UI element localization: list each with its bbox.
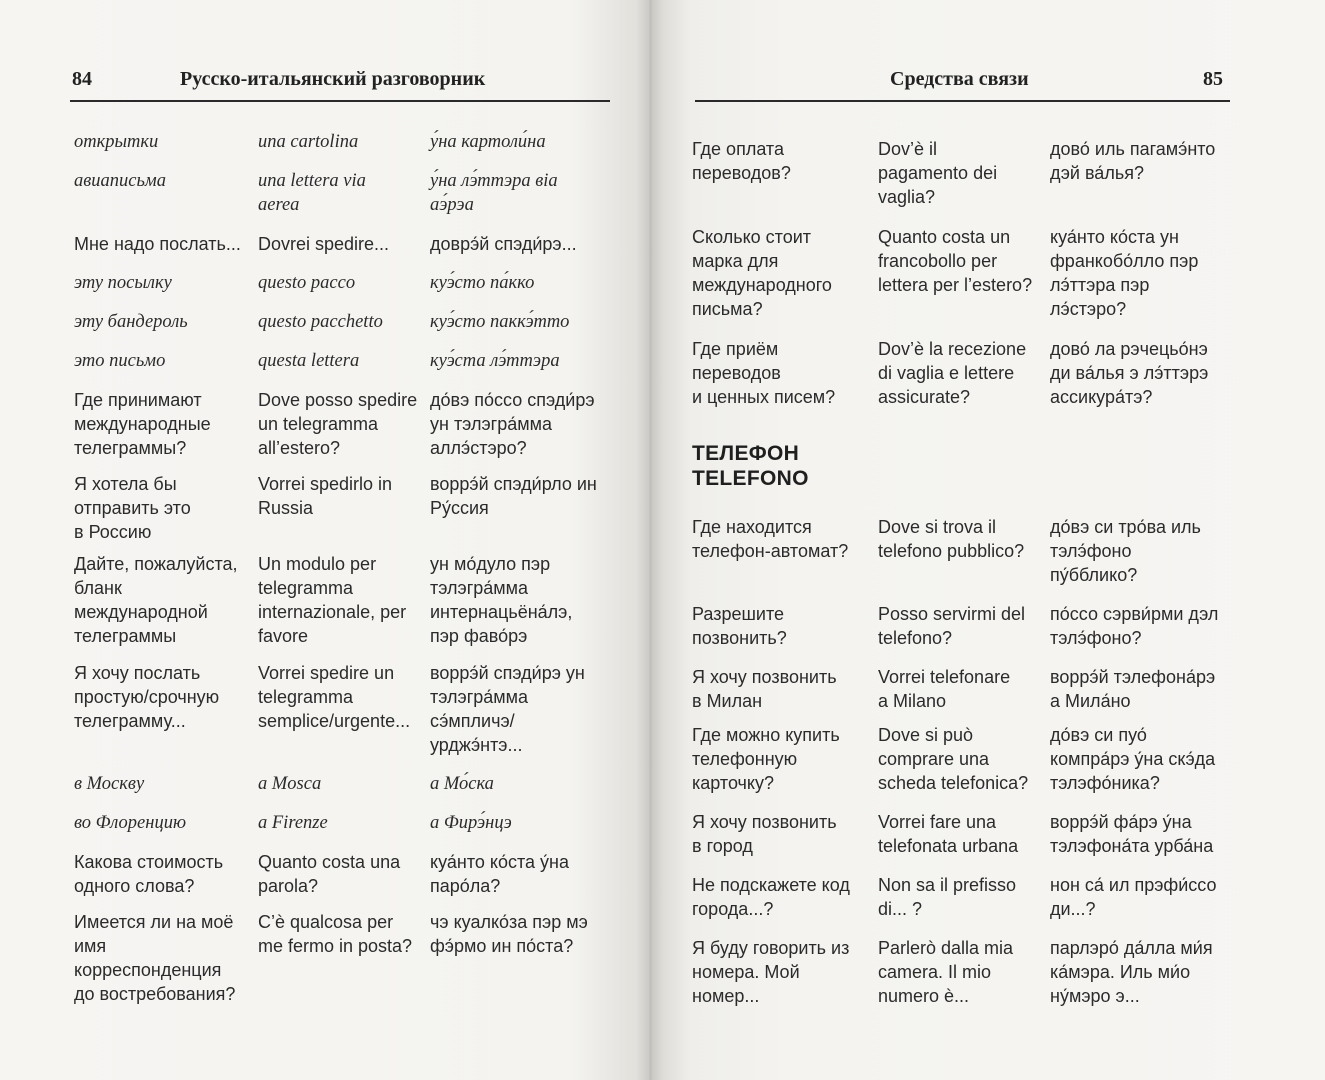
russian-phrase: Мне надо послать...: [74, 234, 241, 254]
phrase-row: [74, 310, 619, 334]
russian-phrase: Какова стоимость одного слова?: [74, 852, 224, 896]
phrase-row: [74, 472, 619, 544]
phrase-row: [692, 602, 1242, 650]
transcription: а Мо́ска: [430, 774, 494, 794]
phrase-row: [74, 772, 619, 796]
italian-phrase: Dove si trova il telefono pubblico?: [878, 517, 1025, 561]
transcription: дово́ иль пагамэ́нто дэй ва́лья?: [1050, 139, 1216, 183]
transcription: а Фирэ́нцэ: [430, 813, 512, 833]
transcription: воррэ́й тэлефона́рэ а Мила́но: [1050, 667, 1216, 711]
italian-phrase: Quanto costa un francobollo per lettera per l’estero?: [878, 227, 1033, 295]
italian-phrase: una cartolina: [258, 132, 359, 152]
transcription: у́на лэ́ттэра віа aэ́рэа: [430, 171, 558, 215]
russian-phrase: во Флоренцию: [74, 813, 186, 833]
transcription: куэ́сто па́кко: [430, 273, 535, 293]
russian-phrase: Я хочу позвонить в Милан: [692, 667, 837, 711]
russian-phrase: эту посылку: [74, 273, 172, 293]
phrase-row: [692, 225, 1242, 321]
italian-phrase: questa lettera: [258, 351, 360, 371]
phrase-row: [74, 232, 619, 256]
russian-phrase: Я буду говорить из номера. Мой номер...: [692, 938, 850, 1006]
phrase-row: [692, 665, 1242, 713]
phrase-row: [74, 661, 619, 757]
section-title-telephone: [692, 441, 809, 491]
phrase-row: [692, 723, 1242, 795]
russian-phrase: Не подскажете код города...?: [692, 875, 850, 919]
italian-phrase: Vorrei fare una telefonata urbana: [878, 812, 1019, 856]
right-phrase-table-bottom: [692, 515, 1242, 1008]
transcription: ун мо́дуло пэр тэлэгра́мма интернацьёна́лэ, пэр фаво́рэ: [430, 554, 573, 646]
transcription: куа́нто ко́ста ун франкобо́лло пэр лэ́ттэра пэр лэ́стэро?: [1050, 227, 1199, 319]
italian-phrase: a Firenze: [258, 813, 328, 833]
italian-phrase: questo pacchetto: [258, 312, 383, 332]
italian-phrase: Quanto costa una parola?: [258, 852, 401, 896]
italian-phrase: Dove si può comprare una scheda telefonica?: [878, 725, 1029, 793]
russian-phrase: Где принимают международные телеграммы?: [74, 390, 211, 458]
transcription: куэ́ста лэ́ттэра: [430, 351, 560, 371]
russian-phrase: Где можно купить телефонную карточку?: [692, 725, 840, 793]
transcription: куа́нто ко́ста у́на паро́ла?: [430, 852, 569, 896]
italian-phrase: Dov’è la recezione di vaglia e lettere assicurate?: [878, 339, 1027, 407]
phrase-row: [74, 349, 619, 373]
russian-phrase: Я хочу послать простую/срочную телеграмму...: [74, 663, 220, 731]
russian-phrase: Дайте, пожалуйста, бланк международной телеграммы: [74, 554, 238, 646]
transcription: воррэ́й фа́рэ у́на тэлэфона́та урба́на: [1050, 812, 1214, 856]
russian-phrase: Я хотела бы отправить это в Россию: [74, 474, 191, 542]
transcription: воррэ́й спэди́рэ ун тэлэгра́мма сэ́мпличэ/ урджэ́нтэ...: [430, 663, 585, 755]
phrase-row: [74, 552, 619, 648]
russian-phrase: эту бандероль: [74, 312, 188, 332]
transcription: доврэ́й спэди́рэ...: [430, 234, 577, 254]
russian-phrase: Имеется ли на моё имя корреспонденция до востребования?: [74, 912, 236, 1004]
italian-phrase: Non sa il prefisso di... ?: [878, 875, 1017, 919]
phrase-row: [74, 811, 619, 835]
russian-phrase: это письмо: [74, 351, 166, 371]
phrase-row: [692, 936, 1242, 1008]
section-title-russian: ТЕЛЕФОН: [692, 442, 800, 465]
phrase-row: [692, 810, 1242, 858]
section-title-italian: TELEFONO: [692, 467, 809, 490]
transcription: воррэ́й спэди́рло ин Ру́ссия: [430, 474, 597, 518]
italian-phrase: Dov’è il pagamento dei vaglia?: [878, 139, 998, 207]
transcription: нон са́ ил прэфи́ссо ди...?: [1050, 875, 1217, 919]
right-page-number: 85: [1203, 68, 1223, 90]
italian-phrase: Posso servirmi del telefono?: [878, 604, 1026, 648]
transcription: до́вэ по́ссо спэди́рэ ун тэлэгра́мма аллэ́стэро?: [430, 390, 595, 458]
left-running-title: Русско-итальянский разговорник: [180, 68, 486, 90]
phrase-row: [74, 130, 619, 154]
right-page-header: [695, 60, 1230, 102]
transcription: до́вэ си тро́ва иль тэлэ́фоно пу́бблико?: [1050, 517, 1201, 585]
russian-phrase: открытки: [74, 132, 159, 152]
phrase-row: [692, 515, 1242, 587]
transcription: дово́ ла рэчецьо́нэ ди ва́лья э лэ́ттэрэ ассикура́тэ?: [1050, 339, 1209, 407]
russian-phrase: Я хочу позвонить в город: [692, 812, 837, 856]
italian-phrase: Dovrei spedire...: [258, 234, 390, 254]
phrase-row: [74, 271, 619, 295]
transcription: у́на картоли́на: [430, 132, 546, 152]
italian-phrase: Dove posso spedire un telegramma all’estero?: [258, 390, 418, 458]
italian-phrase: Un modulo per telegramma internazionale, per favore: [258, 554, 407, 646]
transcription: до́вэ си пуо́ компра́рэ у́на скэ́да тэлэфо́ника?: [1050, 725, 1216, 793]
book-gutter: [636, 0, 664, 1080]
phrase-row: [692, 873, 1242, 921]
phrase-row: [692, 337, 1242, 409]
italian-phrase: a Mosca: [258, 774, 322, 794]
phrase-row: [74, 910, 619, 1006]
left-phrase-table: [74, 130, 619, 1006]
transcription: по́ссо сэрви́рми дэл тэлэ́фоно?: [1050, 604, 1219, 648]
phrase-row: [74, 169, 619, 217]
transcription: парлэро́ да́лла ми́я ка́мэра. Иль ми́о ну́мэро э...: [1050, 938, 1213, 1006]
italian-phrase: C’è qualcosa per me fermo in posta?: [258, 912, 413, 956]
italian-phrase: Parlerò dalla mia camera. Il mio numero è...: [878, 938, 1014, 1006]
russian-phrase: Где находится телефон-автомат?: [692, 517, 849, 561]
transcription: чэ куалко́за пэр мэ фэ́рмо ин по́ста?: [430, 912, 588, 956]
russian-phrase: Где оплата переводов?: [692, 139, 791, 183]
left-page-number: 84: [72, 68, 92, 90]
russian-phrase: авиаписьма: [74, 171, 166, 191]
russian-phrase: в Москву: [74, 774, 145, 794]
russian-phrase: Разрешите позвонить?: [692, 604, 787, 648]
right-running-title: Средства связи: [890, 68, 1029, 90]
italian-phrase: questo pacco: [258, 273, 356, 293]
russian-phrase: Где приём переводов и ценных писем?: [692, 339, 836, 407]
phrase-row: [74, 388, 619, 460]
transcription: куэ́сто паккэ́тто: [430, 312, 570, 332]
italian-phrase: Vorrei spedirlo in Russia: [258, 474, 393, 518]
phrase-row: [74, 850, 619, 898]
left-page-header: [70, 60, 610, 102]
italian-phrase: una lettera via aerea: [258, 171, 366, 215]
russian-phrase: Сколько стоит марка для международного письма?: [692, 227, 832, 319]
italian-phrase: Vorrei telefonare a Milano: [878, 667, 1011, 711]
right-phrase-table-top: [692, 137, 1242, 409]
phrase-row: [692, 137, 1242, 209]
italian-phrase: Vorrei spedire un telegramma semplice/urgente...: [258, 663, 411, 731]
